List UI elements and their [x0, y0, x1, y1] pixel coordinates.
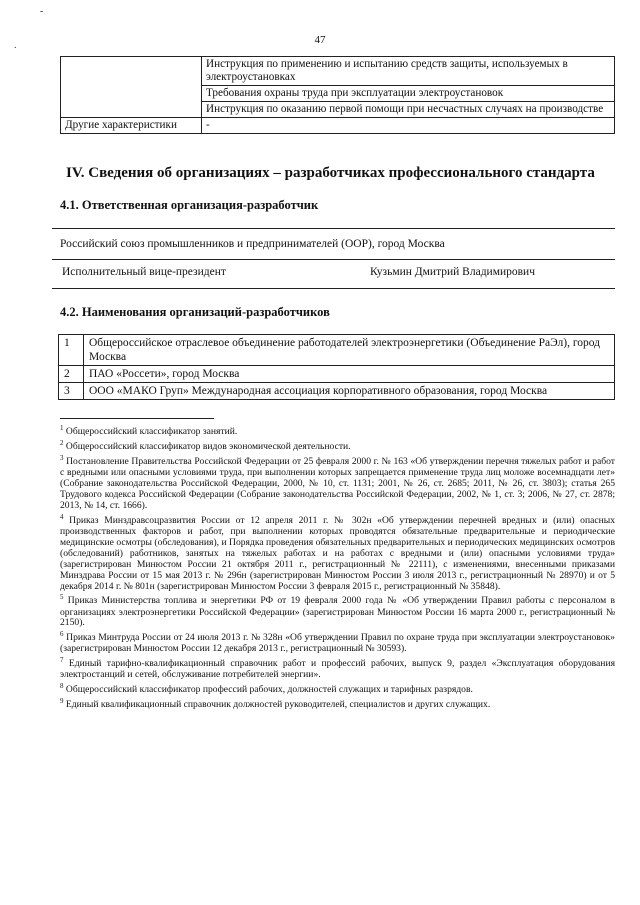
signatory-position: Исполнительный вице-президент	[62, 266, 226, 278]
footnote	[60, 453, 615, 512]
footnote-text: Единый квалификационный справочник должностей руководителей, специалистов и других служащих.	[65, 699, 491, 711]
footnote-text: Приказ Минтруда России от 24 июля 2013 г. № 328н «Об утверждении Правил по охране труда при эксплуатации электроустановок» (зарегистрирован Минюстом России 12 декабря 2013 г., регистрационный № 30593).	[60, 632, 615, 655]
footnote-marker: 8	[60, 682, 64, 691]
row-number: 1	[59, 335, 84, 366]
footnote-text: Общероссийский классификатор профессий рабочих, должностей служащих и тарифных разрядов.	[65, 684, 473, 696]
org-name: ООО «МАКО Груп» Международная ассоциация корпоративного образования, город Москва	[84, 383, 615, 400]
characteristics-table	[60, 56, 615, 134]
footnote-text: Единый тарифно-квалификационный справочник работ и профессий рабочих, выпуск 9, раздел «Эксплуатация оборудования электростанций и сетей, обслуживание потребителей энергии».	[60, 658, 615, 681]
footnote	[60, 423, 615, 438]
footnote-text: Общероссийский классификатор видов экономической деятельности.	[65, 441, 351, 453]
table-cell	[202, 57, 615, 86]
footnote-marker: 6	[60, 630, 64, 639]
footnote	[60, 696, 615, 711]
table-row	[59, 366, 615, 383]
signatory-box	[52, 258, 615, 289]
responsible-org-box	[52, 228, 615, 260]
footnote-marker: 9	[60, 697, 64, 706]
footnote-marker: 1	[60, 424, 64, 432]
signatory-name: Кузьмин Дмитрий Владимирович	[370, 266, 535, 278]
footnote-marker: 5	[60, 593, 64, 602]
footnote-text: Приказ Минздравсоцразвития России от 12 апреля 2011 г. № 302н «Об утверждении перечней вредных и (или) опасных производственных факторов и работ, при выполнении которых проводятся обязательные предварительные и периодические медицинские осмотры (обследования), и Порядка проведения обязательных предварительных и периодических медицинских осмотров (обследований) работников, занятых на тяжелых работах и на работах с вредными и (или) опасными условиями труда» (зарегистрирован Минюстом России 21 октября 2011 г., регистрационный № 22111), с изменениями, внесенными приказами Минздрава России от 15 мая 2013 г. № 296н (зарегистрирован Минюстом России 3 июля 2013 г., регистрационный № 28970) и от 5 декабря 2014 г. № 801н (зарегистрирован Минюстом России 3 февраля 2015 г., регистрационный № 35848).	[60, 515, 615, 592]
footnote-marker: 2	[60, 439, 64, 448]
margin-mark: .	[14, 40, 17, 51]
subsection-title: 4.1. Ответственная организация-разработчик	[60, 198, 319, 212]
footnote-divider	[60, 418, 214, 419]
footnote	[60, 681, 615, 696]
footnote	[60, 592, 615, 629]
table-row	[61, 118, 615, 134]
subsection-title: 4.2. Наименования организаций-разработчиков	[60, 305, 330, 319]
footnote-marker: 7	[60, 656, 64, 665]
table-cell: -	[202, 118, 615, 134]
table-cell: Другие характеристики	[61, 118, 202, 134]
table-cell-text: Инструкция по применению и испытанию средств защиты, используемых в электроустановках	[206, 58, 568, 83]
org-name: Российский союз промышленников и предпринимателей (ООР), город Москва	[60, 238, 445, 250]
developer-orgs-table	[58, 334, 615, 400]
footnote	[60, 512, 615, 593]
footnote-text: Общероссийский классификатор занятий.	[65, 426, 238, 438]
footnote	[60, 438, 615, 453]
org-name: ПАО «Россети», город Москва	[84, 366, 615, 383]
table-cell: Инструкция по оказанию первой помощи при несчастных случаях на производстве	[202, 102, 615, 118]
footnote-text: Постановление Правительства Российской Федерации от 25 февраля 2000 г. № 163 «Об утверждении перечня тяжелых работ и работ с вредными или опасными условиями труда, при выполнении которых запрещается применение труда лиц моложе восемнадцати лет» (Собрание законодательства Российской Федерации, 2000, № 10, ст. 1131; 2001, № 26, ст. 2685; 2011, № 26, ст. 3803); статья 265 Трудового кодекса Российской Федерации (Собрание законодательства Российской Федерации, 2002, № 1, ст. 3; 2006, № 27, ст. 2878; 2013, № 14, ст. 1666).	[60, 456, 615, 511]
org-name: Общероссийское отраслевое объединение работодателей электроэнергетики (Объединение РаЭл), город Москва	[84, 335, 615, 366]
section-title: IV. Сведения об организациях – разработчиках профессионального стандарта	[66, 165, 595, 181]
table-row	[59, 383, 615, 400]
row-number: 2	[59, 366, 84, 383]
footnote-text: Приказ Министерства топлива и энергетики РФ от 19 февраля 2000 года № «Об утверждении Правил работы с персоналом в организациях электроэнергетики Российской Федерации» (зарегистрирован Минюстом России 16 марта 2000 г., регистрационный № 2150).	[60, 595, 615, 629]
table-cell: Требования охраны труда при эксплуатации электроустановок	[202, 86, 615, 102]
footnote	[60, 629, 615, 655]
footnotes	[60, 423, 615, 712]
page-number: 47	[314, 34, 326, 46]
row-number: 3	[59, 383, 84, 400]
footnote	[60, 655, 615, 681]
table-row	[61, 57, 615, 86]
footnote-marker: 4	[60, 512, 64, 521]
footnote-marker: 3	[60, 454, 64, 463]
table-row	[59, 335, 615, 366]
table-cell	[61, 57, 202, 118]
margin-mark: -	[40, 6, 44, 17]
